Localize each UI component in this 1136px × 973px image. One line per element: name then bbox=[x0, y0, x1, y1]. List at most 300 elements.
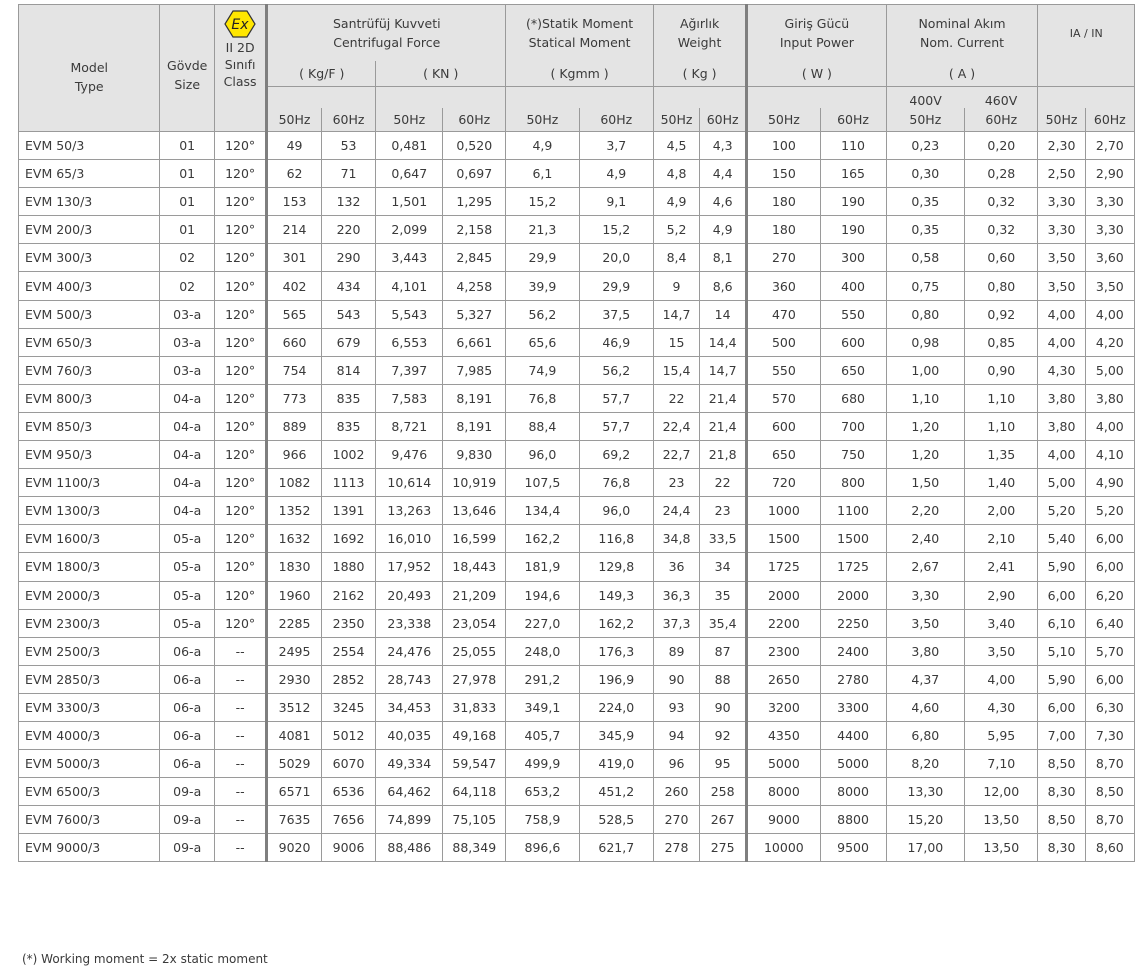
model-cell: EVM 2500/3 bbox=[19, 637, 160, 665]
blank-ratio bbox=[1038, 87, 1135, 109]
table-cell: 56,2 bbox=[579, 356, 653, 384]
model-cell: EVM 6500/3 bbox=[19, 778, 160, 806]
table-cell: 1391 bbox=[321, 497, 375, 525]
table-cell: 4400 bbox=[820, 721, 886, 749]
table-cell: 6,30 bbox=[1085, 693, 1134, 721]
table-cell: 17,00 bbox=[886, 834, 965, 862]
table-cell: 2,158 bbox=[443, 216, 506, 244]
table-cell: 8,6 bbox=[700, 272, 747, 300]
header-model-tr: Model bbox=[70, 60, 108, 75]
table-cell: 800 bbox=[820, 469, 886, 497]
table-cell: 180 bbox=[747, 188, 820, 216]
table-cell: 149,3 bbox=[579, 581, 653, 609]
table-cell: 2,70 bbox=[1085, 132, 1134, 160]
unit-ratio-blank bbox=[1038, 61, 1135, 87]
table-cell: 05-a bbox=[160, 553, 214, 581]
table-cell: 1880 bbox=[321, 553, 375, 581]
table-cell: 0,481 bbox=[376, 132, 443, 160]
table-cell: 402 bbox=[267, 272, 321, 300]
header-model-en: Type bbox=[74, 79, 104, 94]
table-cell: 4,00 bbox=[965, 665, 1038, 693]
table-cell: 03-a bbox=[160, 300, 214, 328]
header-current-tr: Nominal Akım bbox=[918, 16, 1006, 31]
table-cell: 550 bbox=[820, 300, 886, 328]
hz-cf-kn-60: 60Hz bbox=[443, 108, 506, 132]
table-cell: 2,099 bbox=[376, 216, 443, 244]
table-cell: 3,50 bbox=[1085, 272, 1134, 300]
table-cell: -- bbox=[214, 637, 266, 665]
table-cell: 1500 bbox=[747, 525, 820, 553]
unit-kn: ( KN ) bbox=[376, 61, 506, 87]
table-cell: 8000 bbox=[747, 778, 820, 806]
table-cell: 3,30 bbox=[1085, 216, 1134, 244]
blank-wt bbox=[653, 87, 746, 109]
hz-cf-kg-50: 50Hz bbox=[267, 108, 321, 132]
model-cell: EVM 4000/3 bbox=[19, 721, 160, 749]
model-cell: EVM 650/3 bbox=[19, 328, 160, 356]
table-cell: 74,9 bbox=[506, 356, 579, 384]
table-cell: 835 bbox=[321, 412, 375, 440]
table-cell: 570 bbox=[747, 384, 820, 412]
table-cell: 258 bbox=[700, 778, 747, 806]
table-cell: 0,80 bbox=[965, 272, 1038, 300]
table-cell: 3,30 bbox=[1085, 188, 1134, 216]
table-cell: 2162 bbox=[321, 581, 375, 609]
table-cell: 94 bbox=[653, 721, 699, 749]
header-model bbox=[19, 5, 160, 132]
table-cell: 24,476 bbox=[376, 637, 443, 665]
table-cell: 6,661 bbox=[443, 328, 506, 356]
header-centrifugal-tr: Santrüfüj Kuvveti bbox=[332, 16, 441, 31]
table-cell: 40,035 bbox=[376, 721, 443, 749]
table-cell: 758,9 bbox=[506, 806, 579, 834]
table-cell: 129,8 bbox=[579, 553, 653, 581]
table-cell: 4,00 bbox=[1038, 300, 1085, 328]
table-cell: 0,30 bbox=[886, 160, 965, 188]
table-cell: 3,7 bbox=[579, 132, 653, 160]
table-cell: 2554 bbox=[321, 637, 375, 665]
table-cell: 9000 bbox=[747, 806, 820, 834]
table-cell: 13,50 bbox=[965, 806, 1038, 834]
unit-a: ( A ) bbox=[886, 61, 1038, 87]
table-cell: 88 bbox=[700, 665, 747, 693]
table-cell: 550 bbox=[747, 356, 820, 384]
table-cell: 01 bbox=[160, 132, 214, 160]
table-cell: 267 bbox=[700, 806, 747, 834]
model-cell: EVM 1100/3 bbox=[19, 469, 160, 497]
table-cell: 120° bbox=[214, 553, 266, 581]
table-cell: 150 bbox=[747, 160, 820, 188]
table-cell: 0,80 bbox=[886, 300, 965, 328]
table-cell: 3512 bbox=[267, 693, 321, 721]
table-cell: 10,614 bbox=[376, 469, 443, 497]
table-cell: 8,721 bbox=[376, 412, 443, 440]
table-cell: 35,4 bbox=[700, 609, 747, 637]
model-cell: EVM 2000/3 bbox=[19, 581, 160, 609]
table-cell: 76,8 bbox=[506, 384, 579, 412]
table-cell: 434 bbox=[321, 272, 375, 300]
table-cell: 400 bbox=[820, 272, 886, 300]
table-cell: 4,00 bbox=[1085, 412, 1134, 440]
table-cell: 5,20 bbox=[1085, 497, 1134, 525]
model-cell: EVM 400/3 bbox=[19, 272, 160, 300]
table-cell: 04-a bbox=[160, 469, 214, 497]
table-cell: 21,4 bbox=[700, 412, 747, 440]
table-row bbox=[19, 272, 1135, 300]
table-cell: 0,23 bbox=[886, 132, 965, 160]
table-cell: 4,101 bbox=[376, 272, 443, 300]
table-cell: 06-a bbox=[160, 721, 214, 749]
table-cell: 120° bbox=[214, 188, 266, 216]
table-cell: 23,338 bbox=[376, 609, 443, 637]
table-cell: 8,1 bbox=[700, 244, 747, 272]
table-cell: 5,20 bbox=[1038, 497, 1085, 525]
table-cell: 14,7 bbox=[653, 300, 699, 328]
footnote: (*) Working moment = 2x static moment bbox=[22, 952, 268, 966]
table-cell: 6,00 bbox=[1085, 525, 1134, 553]
table-cell: 700 bbox=[820, 412, 886, 440]
table-cell: 2930 bbox=[267, 665, 321, 693]
table-cell: 110 bbox=[820, 132, 886, 160]
table-cell: 7,397 bbox=[376, 356, 443, 384]
ex-atex-icon bbox=[215, 9, 265, 39]
table-cell: 291,2 bbox=[506, 665, 579, 693]
table-row bbox=[19, 132, 1135, 160]
table-cell: 3,40 bbox=[965, 609, 1038, 637]
table-cell: 5029 bbox=[267, 750, 321, 778]
spec-table bbox=[18, 4, 1135, 862]
table-cell: 20,493 bbox=[376, 581, 443, 609]
table-cell: 14 bbox=[700, 300, 747, 328]
table-cell: 2285 bbox=[267, 609, 321, 637]
hz-wt-50: 50Hz bbox=[653, 108, 699, 132]
table-row bbox=[19, 553, 1135, 581]
table-cell: 21,3 bbox=[506, 216, 579, 244]
table-cell: 96,0 bbox=[579, 497, 653, 525]
table-cell: 09-a bbox=[160, 806, 214, 834]
table-cell: 39,9 bbox=[506, 272, 579, 300]
table-cell: 600 bbox=[820, 328, 886, 356]
model-cell: EVM 9000/3 bbox=[19, 834, 160, 862]
table-cell: 196,9 bbox=[579, 665, 653, 693]
table-cell: 120° bbox=[214, 609, 266, 637]
table-cell: 5,70 bbox=[1085, 637, 1134, 665]
table-cell: 100 bbox=[747, 132, 820, 160]
table-cell: -- bbox=[214, 806, 266, 834]
table-cell: 46,9 bbox=[579, 328, 653, 356]
table-cell: 679 bbox=[321, 328, 375, 356]
table-row bbox=[19, 609, 1135, 637]
table-cell: 4,8 bbox=[653, 160, 699, 188]
table-cell: 23,054 bbox=[443, 609, 506, 637]
table-cell: 3,80 bbox=[1038, 384, 1085, 412]
table-cell: 1,50 bbox=[886, 469, 965, 497]
table-cell: 0,32 bbox=[965, 216, 1038, 244]
table-cell: 9 bbox=[653, 272, 699, 300]
table-cell: 37,3 bbox=[653, 609, 699, 637]
table-cell: 8,4 bbox=[653, 244, 699, 272]
table-cell: 24,4 bbox=[653, 497, 699, 525]
table-cell: 5,00 bbox=[1085, 356, 1134, 384]
table-cell: 10,919 bbox=[443, 469, 506, 497]
hz-cur-60: 60Hz bbox=[965, 108, 1038, 132]
table-cell: 6,00 bbox=[1038, 693, 1085, 721]
table-row bbox=[19, 834, 1135, 862]
table-cell: 1,35 bbox=[965, 441, 1038, 469]
table-cell: 36,3 bbox=[653, 581, 699, 609]
table-cell: 680 bbox=[820, 384, 886, 412]
table-cell: 04-a bbox=[160, 412, 214, 440]
model-cell: EVM 5000/3 bbox=[19, 750, 160, 778]
table-cell: 1,20 bbox=[886, 441, 965, 469]
table-cell: 2780 bbox=[820, 665, 886, 693]
table-cell: 4,10 bbox=[1085, 441, 1134, 469]
table-cell: 15,2 bbox=[579, 216, 653, 244]
table-cell: 6070 bbox=[321, 750, 375, 778]
model-cell: EVM 2850/3 bbox=[19, 665, 160, 693]
table-cell: 5,95 bbox=[965, 721, 1038, 749]
table-cell: 4081 bbox=[267, 721, 321, 749]
table-cell: 528,5 bbox=[579, 806, 653, 834]
table-cell: 9006 bbox=[321, 834, 375, 862]
table-cell: 660 bbox=[267, 328, 321, 356]
hz-ratio-60: 60Hz bbox=[1085, 108, 1134, 132]
table-cell: 2,41 bbox=[965, 553, 1038, 581]
hz-cur-50: 50Hz bbox=[886, 108, 965, 132]
model-cell: EVM 1600/3 bbox=[19, 525, 160, 553]
table-row bbox=[19, 525, 1135, 553]
model-cell: EVM 950/3 bbox=[19, 441, 160, 469]
table-cell: 88,4 bbox=[506, 412, 579, 440]
table-cell: 181,9 bbox=[506, 553, 579, 581]
table-cell: 5,10 bbox=[1038, 637, 1085, 665]
table-cell: 1352 bbox=[267, 497, 321, 525]
spec-table-container bbox=[18, 4, 1135, 862]
table-cell: 0,697 bbox=[443, 160, 506, 188]
table-cell: 120° bbox=[214, 300, 266, 328]
header-size-tr: Gövde bbox=[167, 58, 208, 73]
table-row bbox=[19, 806, 1135, 834]
table-cell: 06-a bbox=[160, 665, 214, 693]
table-cell: 3,60 bbox=[1085, 244, 1134, 272]
table-cell: 14,7 bbox=[700, 356, 747, 384]
table-cell: 4,9 bbox=[700, 216, 747, 244]
table-cell: 06-a bbox=[160, 693, 214, 721]
table-cell: 2000 bbox=[820, 581, 886, 609]
table-cell: 8,30 bbox=[1038, 778, 1085, 806]
table-cell: 18,443 bbox=[443, 553, 506, 581]
table-cell: 3245 bbox=[321, 693, 375, 721]
table-cell: 49 bbox=[267, 132, 321, 160]
table-row bbox=[19, 693, 1135, 721]
table-cell: 4,37 bbox=[886, 665, 965, 693]
table-cell: -- bbox=[214, 665, 266, 693]
hz-mom-50: 50Hz bbox=[506, 108, 579, 132]
table-cell: 6,1 bbox=[506, 160, 579, 188]
table-cell: 543 bbox=[321, 300, 375, 328]
table-cell: 650 bbox=[747, 441, 820, 469]
table-cell: 57,7 bbox=[579, 412, 653, 440]
table-cell: 22 bbox=[700, 469, 747, 497]
table-cell: 6,80 bbox=[886, 721, 965, 749]
table-cell: 0,35 bbox=[886, 188, 965, 216]
table-cell: 4,20 bbox=[1085, 328, 1134, 356]
header-class-en: Class bbox=[223, 74, 257, 89]
table-cell: 270 bbox=[747, 244, 820, 272]
table-cell: 96 bbox=[653, 750, 699, 778]
table-cell: 194,6 bbox=[506, 581, 579, 609]
table-cell: 75,105 bbox=[443, 806, 506, 834]
header-current bbox=[886, 5, 1038, 62]
table-cell: 1,10 bbox=[965, 412, 1038, 440]
table-cell: 76,8 bbox=[579, 469, 653, 497]
table-cell: 3,30 bbox=[886, 581, 965, 609]
model-cell: EVM 300/3 bbox=[19, 244, 160, 272]
table-cell: 1000 bbox=[747, 497, 820, 525]
table-cell: 87 bbox=[700, 637, 747, 665]
table-cell: 2,40 bbox=[886, 525, 965, 553]
table-cell: 5,2 bbox=[653, 216, 699, 244]
table-cell: 64,462 bbox=[376, 778, 443, 806]
table-cell: 4350 bbox=[747, 721, 820, 749]
table-cell: 132 bbox=[321, 188, 375, 216]
table-cell: 64,118 bbox=[443, 778, 506, 806]
table-cell: 3,80 bbox=[886, 637, 965, 665]
table-cell: 8,191 bbox=[443, 412, 506, 440]
unit-kg: ( Kg ) bbox=[653, 61, 746, 87]
table-cell: 301 bbox=[267, 244, 321, 272]
table-cell: 7,10 bbox=[965, 750, 1038, 778]
table-cell: 8,50 bbox=[1038, 806, 1085, 834]
table-cell: 9,830 bbox=[443, 441, 506, 469]
table-cell: 2,845 bbox=[443, 244, 506, 272]
table-row bbox=[19, 188, 1135, 216]
table-cell: 1830 bbox=[267, 553, 321, 581]
table-cell: 2400 bbox=[820, 637, 886, 665]
model-cell: EVM 130/3 bbox=[19, 188, 160, 216]
table-cell: 7656 bbox=[321, 806, 375, 834]
table-cell: 4,00 bbox=[1038, 328, 1085, 356]
header-weight bbox=[653, 5, 746, 62]
table-cell: 16,599 bbox=[443, 525, 506, 553]
table-cell: 21,8 bbox=[700, 441, 747, 469]
table-cell: 275 bbox=[700, 834, 747, 862]
table-cell: 220 bbox=[321, 216, 375, 244]
table-cell: 360 bbox=[747, 272, 820, 300]
table-cell: 93 bbox=[653, 693, 699, 721]
table-cell: 1,10 bbox=[965, 384, 1038, 412]
table-cell: 165 bbox=[820, 160, 886, 188]
table-cell: 2000 bbox=[747, 581, 820, 609]
table-cell: 120° bbox=[214, 469, 266, 497]
table-cell: 9,476 bbox=[376, 441, 443, 469]
model-cell: EVM 760/3 bbox=[19, 356, 160, 384]
table-cell: 1082 bbox=[267, 469, 321, 497]
table-cell: 0,35 bbox=[886, 216, 965, 244]
table-cell: 5000 bbox=[747, 750, 820, 778]
table-cell: 13,646 bbox=[443, 497, 506, 525]
table-cell: -- bbox=[214, 834, 266, 862]
table-cell: 49,168 bbox=[443, 721, 506, 749]
table-cell: 9020 bbox=[267, 834, 321, 862]
table-row bbox=[19, 300, 1135, 328]
table-cell: 2,50 bbox=[1038, 160, 1085, 188]
table-cell: 4,5 bbox=[653, 132, 699, 160]
hz-cf-kg-60: 60Hz bbox=[321, 108, 375, 132]
table-cell: 600 bbox=[747, 412, 820, 440]
header-ratio-label: IA / IN bbox=[1069, 26, 1103, 40]
table-cell: 15,2 bbox=[506, 188, 579, 216]
table-cell: 190 bbox=[820, 188, 886, 216]
volt-460: 460V bbox=[965, 87, 1038, 109]
table-cell: 4,258 bbox=[443, 272, 506, 300]
table-cell: 4,6 bbox=[700, 188, 747, 216]
table-cell: 06-a bbox=[160, 750, 214, 778]
table-cell: 120° bbox=[214, 441, 266, 469]
model-cell: EVM 800/3 bbox=[19, 384, 160, 412]
hz-pw-60: 60Hz bbox=[820, 108, 886, 132]
table-cell: 162,2 bbox=[579, 609, 653, 637]
table-cell: 14,4 bbox=[700, 328, 747, 356]
table-row bbox=[19, 665, 1135, 693]
table-cell: 754 bbox=[267, 356, 321, 384]
table-cell: 300 bbox=[820, 244, 886, 272]
table-cell: 650 bbox=[820, 356, 886, 384]
table-cell: 8,20 bbox=[886, 750, 965, 778]
table-cell: 349,1 bbox=[506, 693, 579, 721]
table-cell: 419,0 bbox=[579, 750, 653, 778]
table-cell: 4,60 bbox=[886, 693, 965, 721]
table-cell: 2200 bbox=[747, 609, 820, 637]
model-cell: EVM 200/3 bbox=[19, 216, 160, 244]
table-cell: 2250 bbox=[820, 609, 886, 637]
ex-mark-text: Ex bbox=[231, 17, 249, 33]
table-cell: 1725 bbox=[747, 553, 820, 581]
table-cell: 278 bbox=[653, 834, 699, 862]
table-cell: 176,3 bbox=[579, 637, 653, 665]
model-cell: EVM 3300/3 bbox=[19, 693, 160, 721]
table-cell: 3300 bbox=[820, 693, 886, 721]
table-row bbox=[19, 750, 1135, 778]
table-cell: 1725 bbox=[820, 553, 886, 581]
table-cell: 06-a bbox=[160, 637, 214, 665]
header-moment-en: Statical Moment bbox=[528, 35, 631, 50]
table-cell: 0,32 bbox=[965, 188, 1038, 216]
table-cell: 2650 bbox=[747, 665, 820, 693]
table-cell: 499,9 bbox=[506, 750, 579, 778]
table-cell: 6,00 bbox=[1085, 553, 1134, 581]
table-cell: 62 bbox=[267, 160, 321, 188]
table-row bbox=[19, 469, 1135, 497]
table-cell: 120° bbox=[214, 216, 266, 244]
table-cell: 621,7 bbox=[579, 834, 653, 862]
blank-mom bbox=[506, 87, 654, 109]
table-cell: 1960 bbox=[267, 581, 321, 609]
table-cell: 345,9 bbox=[579, 721, 653, 749]
table-cell: 88,349 bbox=[443, 834, 506, 862]
table-cell: 3,30 bbox=[1038, 216, 1085, 244]
spec-table-body bbox=[19, 132, 1135, 862]
table-cell: 25,055 bbox=[443, 637, 506, 665]
table-cell: 4,00 bbox=[1085, 300, 1134, 328]
table-cell: 5,90 bbox=[1038, 665, 1085, 693]
table-cell: 2300 bbox=[747, 637, 820, 665]
table-cell: 248,0 bbox=[506, 637, 579, 665]
table-cell: 74,899 bbox=[376, 806, 443, 834]
unit-kgmm: ( Kgmm ) bbox=[506, 61, 654, 87]
table-cell: 180 bbox=[747, 216, 820, 244]
table-cell: 1,295 bbox=[443, 188, 506, 216]
